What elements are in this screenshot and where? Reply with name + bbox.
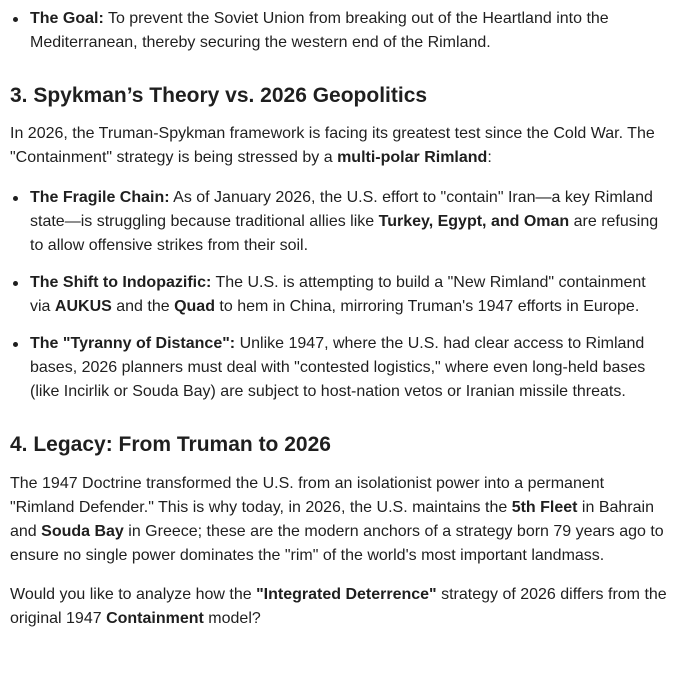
item-text: to hem in China, mirroring Truman's 1947 efforts in Europe. <box>214 298 640 315</box>
item-bold: AUKUS <box>54 298 112 315</box>
bullet-icon <box>13 281 18 286</box>
item-label: The Shift to Indopazific: <box>30 274 212 291</box>
intro-bold: multi-polar Rimland <box>337 149 488 166</box>
para-bold: Containment <box>106 610 204 627</box>
list-item-fragile-chain <box>10 186 669 258</box>
para-bold: "Integrated Deterrence" <box>256 586 437 603</box>
para-text: The 1947 Doctrine transformed the U.S. from an isolationist power into a permanent "Rimland Defender." This is why today, in 2026, the U.S. maintains the <box>10 475 605 516</box>
para-text: Would you like to analyze how the <box>10 586 257 603</box>
para-text: in Bahrain and <box>10 499 654 540</box>
item-text: are refusing to allow offensive strikes from their soil. <box>30 213 659 254</box>
para-bold: 5th Fleet <box>511 499 578 516</box>
para-bold: Souda Bay <box>41 523 124 540</box>
list-item-goal <box>10 7 669 55</box>
item-text: To prevent the Soviet Union from breaking out of the Heartland into the Mediterranean, thereby securing the western end of the Rimland. <box>30 10 609 51</box>
section3-list <box>10 186 669 404</box>
item-bold: Turkey, Egypt, and Oman <box>378 213 570 230</box>
section4-paragraph <box>10 472 669 568</box>
section3-intro <box>10 122 669 170</box>
bullet-icon <box>13 17 18 22</box>
list-item-indopazific <box>10 271 669 319</box>
section-heading-4: 4. Legacy: From Truman to 2026 <box>10 433 331 456</box>
item-label: The Goal: <box>30 10 104 27</box>
item-text: Unlike 1947, where the U.S. had clear access to Rimland bases, 2026 planners must deal with "contested logistics," where even long-held bases (like Incirlik or Souda Bay) are subject to host-nation vetos or Iranian missile threats. <box>30 335 646 400</box>
bullet-icon <box>13 342 18 347</box>
list-item-tyranny-of-distance <box>10 332 669 404</box>
para-text: strategy of 2026 differs from the original 1947 <box>10 586 667 627</box>
item-text: and the <box>111 298 175 315</box>
response-document <box>0 7 679 631</box>
closing-question <box>10 583 669 631</box>
item-bold: Quad <box>174 298 215 315</box>
goal-list <box>10 7 669 55</box>
item-label: The Fragile Chain: <box>30 189 170 206</box>
intro-text: In 2026, the Truman-Spykman framework is facing its greatest test since the Cold War. The "Containment" strategy is being stressed by a <box>10 125 655 166</box>
section-heading-3: 3. Spykman’s Theory vs. 2026 Geopolitics <box>10 84 428 107</box>
para-text: model? <box>203 610 261 627</box>
item-text: As of January 2026, the U.S. effort to "contain" Iran—a key Rimland state—is struggling because traditional allies like <box>30 189 653 230</box>
bullet-icon <box>13 196 18 201</box>
item-text: The U.S. is attempting to build a "New Rimland" containment via <box>30 274 646 315</box>
item-label: The "Tyranny of Distance": <box>30 335 236 352</box>
intro-end: : <box>487 149 492 166</box>
para-text: in Greece; these are the modern anchors of a strategy born 79 years ago to ensure no single power dominates the "rim" of the world's most important landmass. <box>10 523 664 564</box>
